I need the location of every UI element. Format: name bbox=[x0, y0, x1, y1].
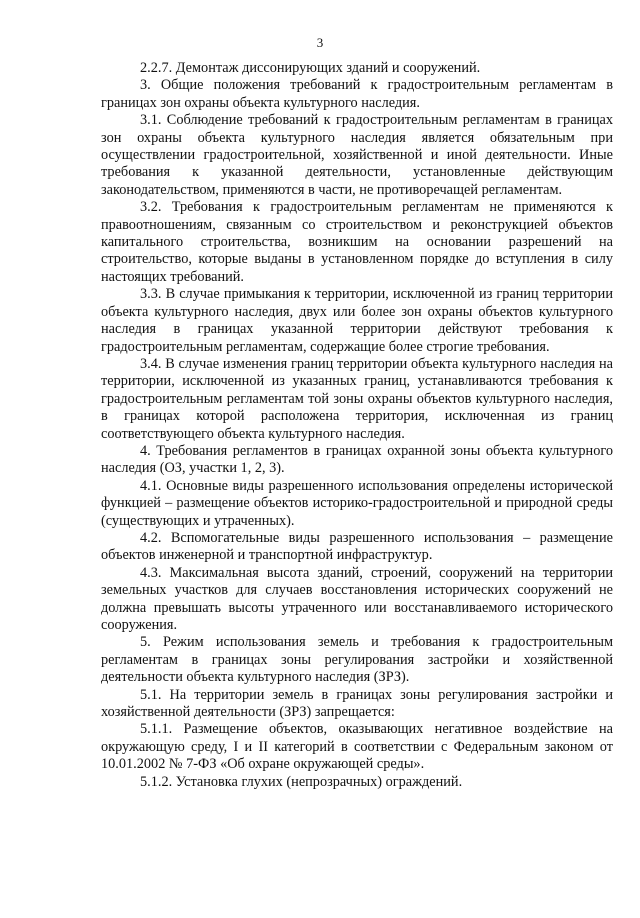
paragraph-5-1-1: 5.1.1. Размещение объектов, оказывающих негативное воздействие на окружающую среду, I и II категорий в соответствии с Федеральным законом от 10.01.2002 № 7-ФЗ «Об охране окружающей среды». bbox=[101, 721, 613, 773]
paragraph-4-1: 4.1. Основные виды разрешенного использования определены исторической функцией – размещение объектов историко-градостроительной и природной среды (существующих и утраченных). bbox=[101, 477, 613, 529]
paragraph-4-3: 4.3. Максимальная высота зданий, строений, сооружений на территории земельных участков для случаев восстановления исторических сооружений не должна превышать высоты утраченного или восстанавливаемого исторического сооружения. bbox=[101, 564, 613, 633]
paragraph-3-1: 3.1. Соблюдение требований к градостроительным регламентам в границах зон охраны объекта культурного наследия является обязательным при осуществлении градостроительной, хозяйственной и иной деятельности. Иные требования к указанной деятельности, установленные действующим законодательством, применяются в части, не противоречащей регламентам. bbox=[101, 112, 613, 198]
paragraph-3-heading: 3. Общие положения требований к градостроительным регламентам в границах зон охраны объекта культурного наследия. bbox=[101, 77, 613, 111]
paragraph-5-1-2: 5.1.2. Установка глухих (непрозрачных) ограждений. bbox=[140, 773, 463, 790]
paragraph-3-2: 3.2. Требования к градостроительным регламентам не применяются к правоотношениям, связанным со строительством и реконструкцией объектов капитального строительства, возникшим на основании разрешений на строительство, которые выданы в установленном порядке до вступления в силу настоящих требований. bbox=[101, 199, 613, 285]
paragraph-4-2: 4.2. Вспомогательные виды разрешенного использования – размещение объектов инженерной и транспортной инфраструктур. bbox=[101, 529, 613, 564]
page-number: 3 bbox=[316, 35, 324, 50]
paragraph-3-3: 3.3. В случае примыкания к территории, исключенной из границ территории объекта культурного наследия, двух или более зон охраны объектов культурного наследия в границах указанной территории действуют требования к градостроительным регламентам, содержащие более строгие требования. bbox=[101, 286, 613, 355]
paragraph-5-1: 5.1. На территории земель в границах зоны регулирования застройки и хозяйственной деятельности (ЗРЗ) запрещается: bbox=[101, 686, 613, 721]
paragraph-2-2-7: 2.2.7. Демонтаж диссонирующих зданий и сооружений. bbox=[140, 60, 481, 76]
paragraph-3-4: 3.4. В случае изменения границ территории объекта культурного наследия на территории, исключенной из указанных границ, устанавливаются требования к градостроительным регламентам той зоны охраны объектов культурного наследия, в границах которой расположена территория, исключенная из границ соответствующего объекта культурного наследия. bbox=[101, 355, 613, 442]
document-body bbox=[101, 60, 613, 791]
paragraph-5-heading: 5. Режим использования земель и требования к градостроительным регламентам в границах зоны регулирования застройки и хозяйственной деятельности объекта культурного наследия (ЗРЗ). bbox=[101, 634, 613, 686]
paragraph-4-heading: 4. Требования регламентов в границах охранной зоны объекта культурного наследия (ОЗ, участки 1, 2, 3). bbox=[101, 442, 613, 477]
